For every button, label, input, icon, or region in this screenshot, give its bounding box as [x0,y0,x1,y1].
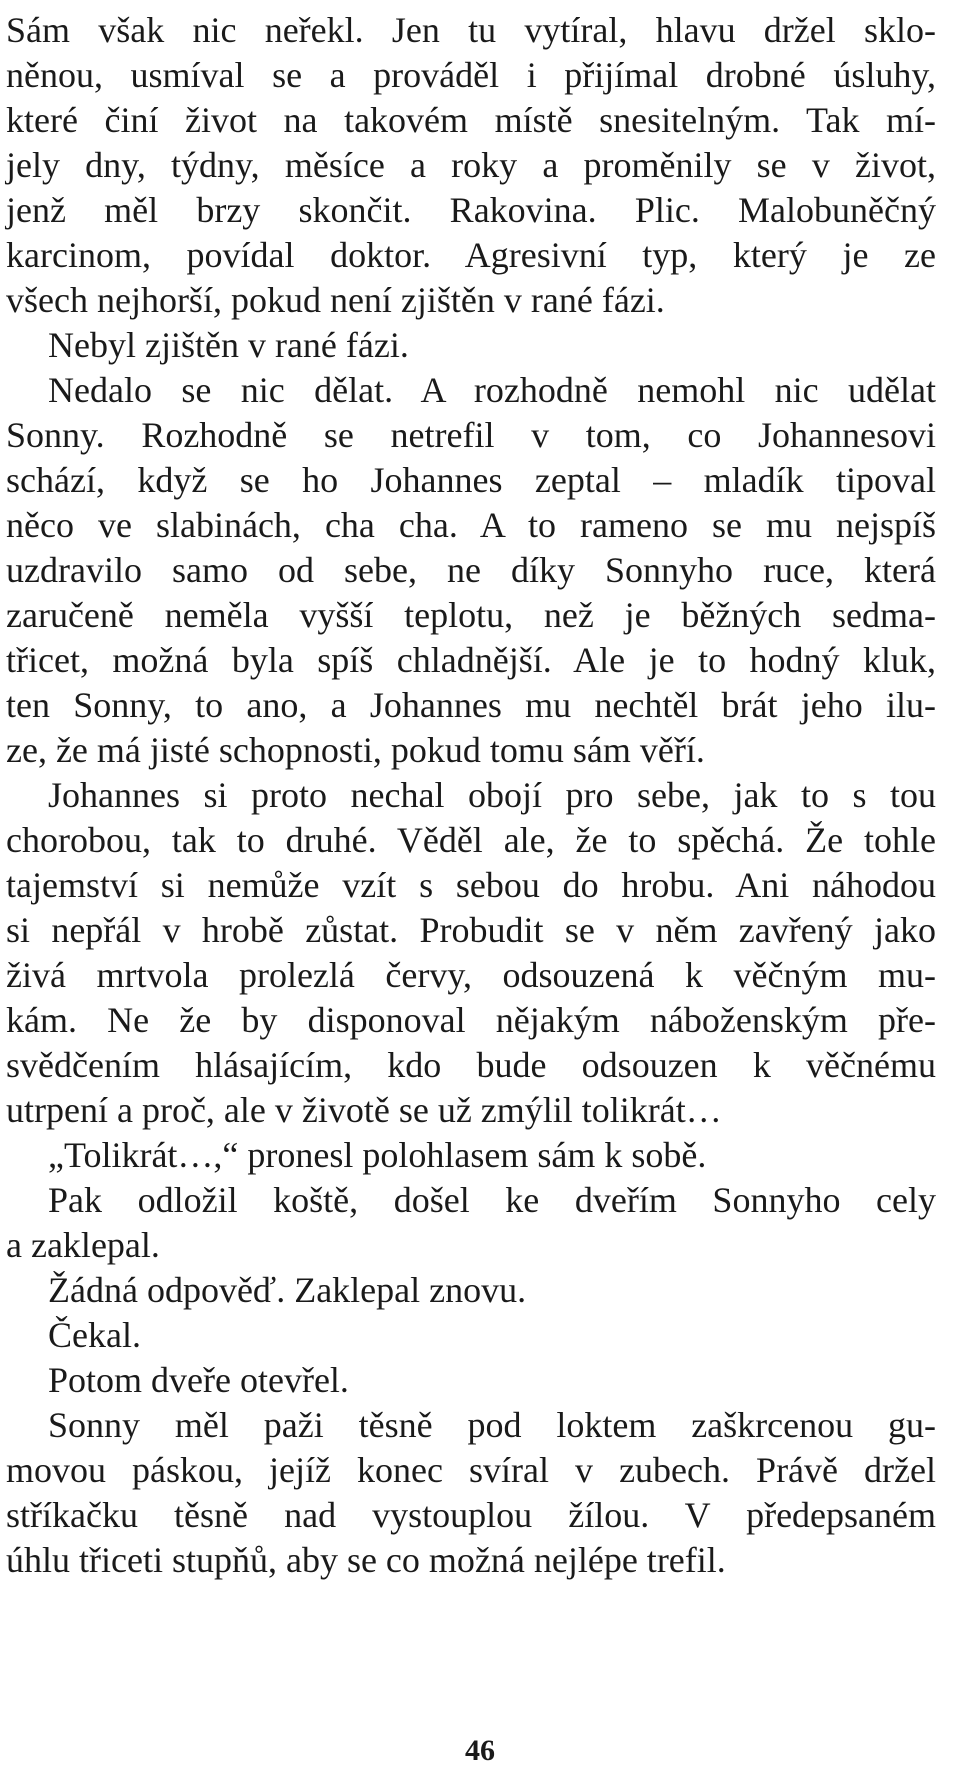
text-line: Pak odložil koště, došel ke dveřím Sonnyho cely [48,1180,936,1220]
book-page [6,0,936,1791]
text-line: Sonny. Rozhodně se netrefil v tom, co Johannesovi [6,415,936,455]
text-line: uzdravilo samo od sebe, ne díky Sonnyho ruce, která [6,550,936,590]
text-line: zaručeně neměla vyšší teplotu, než je běžných sedma- [6,595,936,635]
text-line: něnou, usmíval se a prováděl i přijímal drobné úsluhy, [6,55,936,95]
text-line: Sonny měl paži těsně pod loktem zaškrcenou gu- [48,1405,936,1445]
text-line: úhlu třiceti stupňů, aby se co možná nejlépe trefil. [6,1540,726,1580]
text-line: kám. Ne že by disponoval nějakým náboženským pře- [6,1000,936,1040]
text-line: stříkačku těsně nad vystouplou žílou. V předepsaném [6,1495,936,1535]
text-line: jenž měl brzy skončit. Rakovina. Plic. Malobuněčný [6,190,936,230]
text-line: „Tolikrát…,“ pronesl polohlasem sám k sobě. [48,1135,707,1175]
text-line: Nedalo se nic dělat. A rozhodně nemohl nic udělat [48,370,936,410]
text-line: karcinom, povídal doktor. Agresivní typ, který je ze [6,235,936,275]
text-line: všech nejhorší, pokud není zjištěn v rané fázi. [6,280,665,320]
text-line: chorobou, tak to druhé. Věděl ale, že to spěchá. Že tohle [6,820,936,860]
text-line: Potom dveře otevřel. [48,1360,349,1400]
text-line: které činí život na takovém místě snesitelným. Tak mí- [6,100,936,140]
text-line: Žádná odpověď. Zaklepal znovu. [48,1270,527,1310]
text-line: Čekal. [48,1315,141,1355]
text-line: Sám však nic neřekl. Jen tu vytíral, hlavu držel sklo- [6,10,936,50]
text-line: tajemství si nemůže vzít s sebou do hrobu. Ani náhodou [6,865,936,905]
text-line: schází, když se ho Johannes zeptal – mladík tipoval [6,460,936,500]
text-line: utrpení a proč, ale v životě se už zmýlil tolikrát… [6,1090,722,1130]
text-line: si nepřál v hrobě zůstat. Probudit se v něm zavřený jako [6,910,936,950]
text-line: a zaklepal. [6,1225,160,1265]
text-line: třicet, možná byla spíš chladnější. Ale je to hodný kluk, [6,640,936,680]
page-number: 46 [465,1734,495,1767]
text-line: svědčením hlásajícím, kdo bude odsouzen k věčnému [6,1045,936,1085]
text-line: movou páskou, jejíž konec svíral v zubech. Právě držel [6,1450,936,1490]
text-line: Nebyl zjištěn v rané fázi. [48,325,409,365]
text-line: ze, že má jisté schopnosti, pokud tomu sám věří. [6,730,705,770]
text-line: Johannes si proto nechal obojí pro sebe, jak to s tou [48,775,936,815]
text-line: ten Sonny, to ano, a Johannes mu nechtěl brát jeho ilu- [6,685,936,725]
text-line: jely dny, týdny, měsíce a roky a proměnily se v život, [6,145,936,185]
text-line: živá mrtvola prolezlá červy, odsouzená k věčným mu- [6,955,936,995]
text-line: něco ve slabinách, cha cha. A to rameno se mu nejspíš [6,505,936,545]
body-text [6,8,936,1583]
